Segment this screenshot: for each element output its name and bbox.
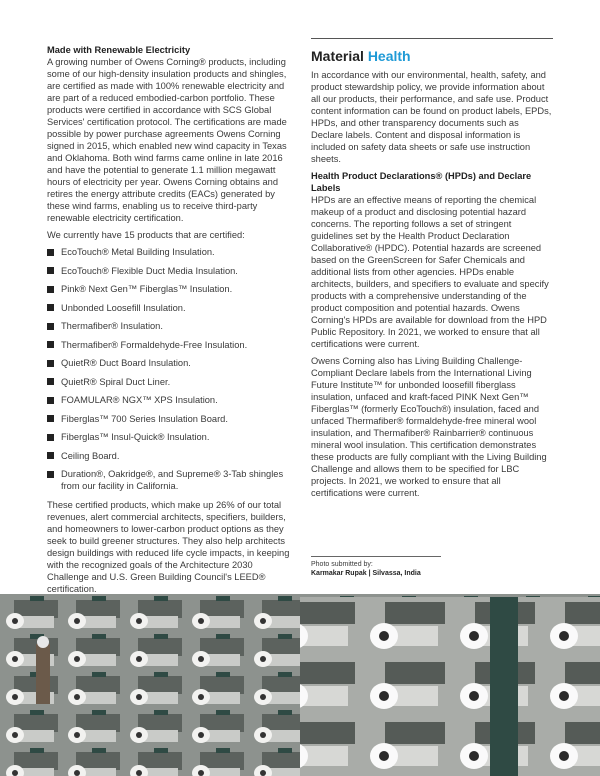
title-accent: Health: [367, 48, 411, 64]
bullet-icon: [47, 341, 54, 348]
section-title: [311, 47, 553, 65]
product-name: Fiberglas™ Insul-Quick® Insulation.: [61, 432, 210, 442]
bullet-icon: [47, 434, 54, 441]
product-name: QuietR® Spiral Duct Liner.: [61, 376, 171, 387]
credit-name: Karmakar Rupak | Silvassa, India: [311, 570, 421, 577]
product-name: EcoTouch® Metal Building Insulation.: [61, 247, 215, 257]
renewable-intro: A growing number of Owens Corning® products, including some of our high-density insulation products and shingles, are certified as made with 100% renewable electricity and are part of a reduced embodied-carbon portfolio. These products were certified in accordance with SCS Global Services' certification protocol. The certifications are made possible by power purchase agreements Owens Corning signed in 2015, which enabled new wind capacity in Texas and Oklahoma. Both wind farms came online in late 2016 and have the potential to generate 1.1 million megawatt hours of electricity per year. Owens Corning obtains and retires the energy attribute credits (EACs) generated by these wind farms, enabling us to receive third-party renewable electricity certification.: [47, 57, 287, 223]
credit-label: Photo submitted by:: [311, 561, 373, 568]
product-name: Thermafiber® Formaldehyde-Free Insulation.: [61, 339, 248, 350]
bullet-icon: [47, 452, 54, 459]
renewable-heading: Made with Renewable Electricity: [47, 45, 191, 55]
credit-divider: [311, 556, 441, 557]
title-main: Material: [311, 48, 364, 64]
product-name: EcoTouch® Flexible Duct Media Insulation.: [61, 265, 238, 276]
list-item: [47, 394, 297, 406]
list-item: [47, 320, 297, 332]
bullet-icon: [47, 378, 54, 385]
product-name: Fiberglas™ 700 Series Insulation Board.: [61, 413, 228, 424]
product-name: Pink® Next Gen™ Fiberglas™ Insulation.: [61, 284, 233, 294]
material-health-intro: In accordance with our environmental, health, safety, and product stewardship policy, we provide information about all our products, their performance, and safe use. Product content information can be found on product labels, EPDs, HPDs, and other transparency documents such as Declare labels. Content and disposal information is included on safety data sheets or safe use instruction sheets.: [311, 70, 552, 164]
bullet-icon: [47, 267, 54, 274]
bullet-icon: [47, 304, 54, 311]
product-name: QuietR® Duct Board Insulation.: [61, 358, 191, 368]
list-item: [47, 468, 297, 492]
bullet-icon: [47, 397, 54, 404]
list-item: [47, 265, 297, 277]
factory-photo: [0, 594, 600, 776]
hpd-heading: Health Product Declarations® (HPDs) and Declare Labels: [311, 171, 532, 193]
product-name: Unbonded Loosefill Insulation.: [61, 302, 186, 313]
right-column: [311, 38, 553, 504]
product-name: Ceiling Board.: [61, 450, 120, 461]
worker-figure: [36, 644, 50, 704]
declare-body: Owens Corning also has Living Building Challenge-Compliant Declare labels from the International Living Future Institute™ for unbonded loosefill fiberglass insulation, unfaced and kraft-faced PINK Next Gen™ Fiberglas™ (formerly EcoTouch®) insulation, faced and unfaced Thermafiber® formaldehyde-free mineral wool insulation, and Thermafiber® Rainbarrier® continuous mineral wool insulation. This certification demonstrates these products are fully compliant with the Living Building Challenge and allows them to be specified for LBC projects. In 2021, we worked to ensure that all certifications were current.: [311, 356, 547, 498]
section-divider: [311, 38, 553, 39]
list-item: [47, 376, 297, 388]
list-intro: We currently have 15 products that are certified:: [47, 230, 245, 240]
left-column: [47, 44, 297, 600]
hpd-body: HPDs are an effective means of reporting the chemical makeup of a product and disclosing potential hazard concerns. The reporting follows a set of stringent guidelines set by the Health Product Declaration Collaborative® (HPDC). Potential hazards are screened based on the GreenScreen for Safer Chemicals and additional lists from other agencies. HPDs enable architects, builders, and specifiers to evaluate and specify products with a comprehensive understanding of the product composition and potential hazards. Owens Corning's HPDs are available for download from the HPD Public Repository. In 2021, we worked to ensure that all certifications were current.: [311, 195, 549, 349]
list-item: [47, 302, 297, 314]
list-item: [47, 339, 297, 351]
bullet-icon: [47, 286, 54, 293]
list-item: [47, 431, 297, 443]
bullet-icon: [47, 415, 54, 422]
list-item: [47, 450, 297, 462]
bullet-icon: [47, 471, 54, 478]
certified-products-list: [47, 246, 297, 492]
list-item: [47, 357, 297, 369]
list-item: [47, 283, 297, 295]
product-name: FOAMULAR® NGX™ XPS Insulation.: [61, 395, 218, 405]
list-item: [47, 246, 297, 258]
photo-right-machinery: [300, 597, 600, 776]
photo-green-panel: [490, 597, 518, 776]
bullet-icon: [47, 323, 54, 330]
bullet-icon: [47, 360, 54, 367]
product-name: Thermafiber® Insulation.: [61, 321, 163, 331]
bullet-icon: [47, 249, 54, 256]
photo-credit: [311, 556, 441, 578]
list-item: [47, 413, 297, 425]
product-name: Duration®, Oakridge®, and Supreme® 3-Tab shingles from our facility in California.: [61, 469, 284, 491]
worker-helmet: [37, 636, 49, 648]
renewable-closing: These certified products, which make up 26% of our total revenues, alert commercial architects, specifiers, builders, and homeowners to lower-carbon product options as they seek to build greener structures. They also help architects design buildings with reduced life cycle impacts, in keeping with the recognized goals of the Architecture 2030 Challenge and U.S. Green Building Council's LEED® certification.: [47, 499, 290, 594]
